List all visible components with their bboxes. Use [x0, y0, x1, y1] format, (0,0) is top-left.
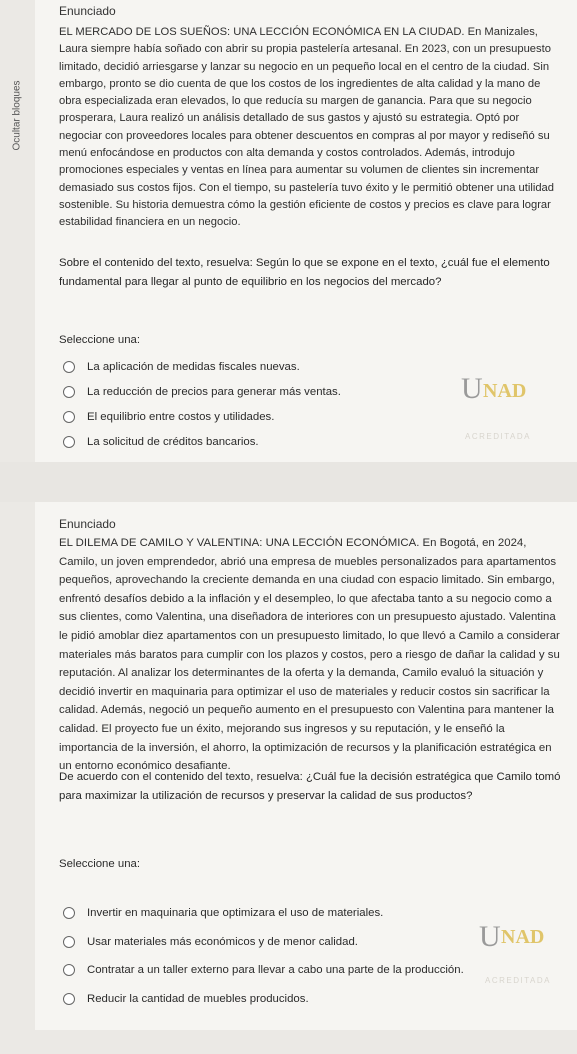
answer-option-label: La solicitud de créditos bancarios.: [87, 436, 259, 448]
answer-option-label: Usar materiales más económicos y de menor calidad.: [87, 936, 358, 948]
answer-option-label: Contratar a un taller externo para llevar a cabo una parte de la producción.: [87, 964, 464, 976]
answer-option-label: Reducir la cantidad de muebles producidos.: [87, 993, 309, 1005]
answer-option-label: Invertir en maquinaria que optimizara el uso de materiales.: [87, 907, 384, 919]
answer-option[interactable]: [63, 993, 309, 1005]
question-card-1: [35, 0, 577, 462]
answer-option[interactable]: [63, 436, 259, 448]
answer-option[interactable]: [63, 907, 383, 919]
accreditation-watermark: ACREDITADA: [485, 976, 551, 985]
statement-heading: Enunciado: [59, 4, 116, 18]
question-text: De acuerdo con el contenido del texto, resuelva: ¿Cuál fue la decisión estratégica que Camilo tomó para maximizar la utilización de recursos y preservar la calidad de sus productos?: [59, 771, 561, 802]
answer-option[interactable]: [63, 386, 341, 398]
statement-text: EL MERCADO DE LOS SUEÑOS: UNA LECCIÓN ECONÓMICA EN LA CIUDAD. En Manizales, Laura siempre había soñado con abrir su propia pastelería artesanal. En 2023, con un presupuesto limitado, decidió arriesgarse y lanzar su negocio en un pequeño local en el centro de la ciudad. Sin embargo, pronto se dio cuenta de que los costos de los ingredientes de alta calidad y la mano de obra especializada eran elevados, lo que reducía su margen de ganancia. Para que su negocio prosperara, Laura realizó un análisis detallado de sus gastos y ajustó su estrategia. Optó por negociar con proveedores locales para obtener descuentos en compras al por mayor y rediseñó su menú enfocándose en productos con alta demanda y costos controlados. Además, introdujo promociones especiales y ventas en línea para aumentar su volumen de clientes sin incrementar demasiado sus costos fijos. Con el tiempo, su pastelería tuvo éxito y le permitió obtener una utilidad sostenible. Su historia demuestra cómo la gestión eficiente de costos y precios es clave para lograr estabilidad financiera en un negocio.: [59, 26, 555, 229]
select-one-label: Seleccione una:: [59, 334, 141, 346]
select-one-label: Seleccione una:: [59, 858, 141, 870]
hide-blocks-label: Ocultar bloques: [11, 79, 23, 151]
unad-logo-u: U: [479, 920, 501, 953]
unad-logo-nad: NAD: [483, 380, 527, 402]
unad-logo-u: U: [461, 372, 483, 405]
answer-option-label: La reducción de precios para generar más ventas.: [87, 386, 341, 398]
hide-blocks-toggle[interactable]: [0, 60, 34, 170]
radio-button[interactable]: [63, 964, 75, 976]
answer-option-label: El equilibrio entre costos y utilidades.: [87, 411, 275, 423]
radio-button[interactable]: [63, 993, 75, 1005]
radio-button[interactable]: [63, 411, 75, 423]
question-text: Sobre el contenido del texto, resuelva: Según lo que se expone en el texto, ¿cuál fue el elemento fundamental para llegar al punto de equilibrio en los negocios del mercado?: [59, 257, 550, 288]
radio-button[interactable]: [63, 361, 75, 373]
accreditation-watermark: ACREDITADA: [465, 432, 531, 441]
radio-button[interactable]: [63, 436, 75, 448]
answer-option[interactable]: [63, 964, 464, 976]
answer-option[interactable]: [63, 411, 274, 423]
card-separator: [0, 462, 577, 502]
answer-option[interactable]: [63, 361, 300, 373]
unad-logo-nad: NAD: [501, 926, 545, 948]
question-card-2: [35, 502, 577, 1030]
statement-text: EL DILEMA DE CAMILO Y VALENTINA: UNA LECCIÓN ECONÓMICA. En Bogotá, en 2024, Camilo, un joven emprendedor, abrió una empresa de muebles personalizados para apartamentos pequeños, aprovechando la creciente demanda en una ciudad con espacio limitado. Sin embargo, enfrentó desafíos debido a la inflación y el desempleo, lo que afectaba tanto a su negocio como a sus clientes, como Valentina, una diseñadora de interiores con un presupuesto ajustado. Valentina le pidió amoblar diez apartamentos con un presupuesto limitado, lo que llevó a Camilo a considerar materiales más baratos para cumplir con los plazos y costos, pero a riesgo de dañar la calidad y su reputación. Al analizar los determinantes de la oferta y la demanda, Camilo evaluó la situación y decidió invertir en maquinaria para optimizar el uso de materiales y reducir costos sin sacrificar la calidad. Además, negoció un pequeño aumento en el presupuesto con Valentina para mantener la calidad. El proyecto fue un éxito, mejorando sus ingresos y su reputación, y le enseñó la importancia de la inversión, el ahorro, la optimización de recursos y la planificación estratégica en un entorno económico desafiante.: [59, 537, 560, 773]
answer-option[interactable]: [63, 936, 358, 948]
answer-option-label: La aplicación de medidas fiscales nuevas.: [87, 361, 300, 373]
radio-button[interactable]: [63, 907, 75, 919]
radio-button[interactable]: [63, 386, 75, 398]
radio-button[interactable]: [63, 936, 75, 948]
statement-heading: Enunciado: [59, 517, 116, 531]
